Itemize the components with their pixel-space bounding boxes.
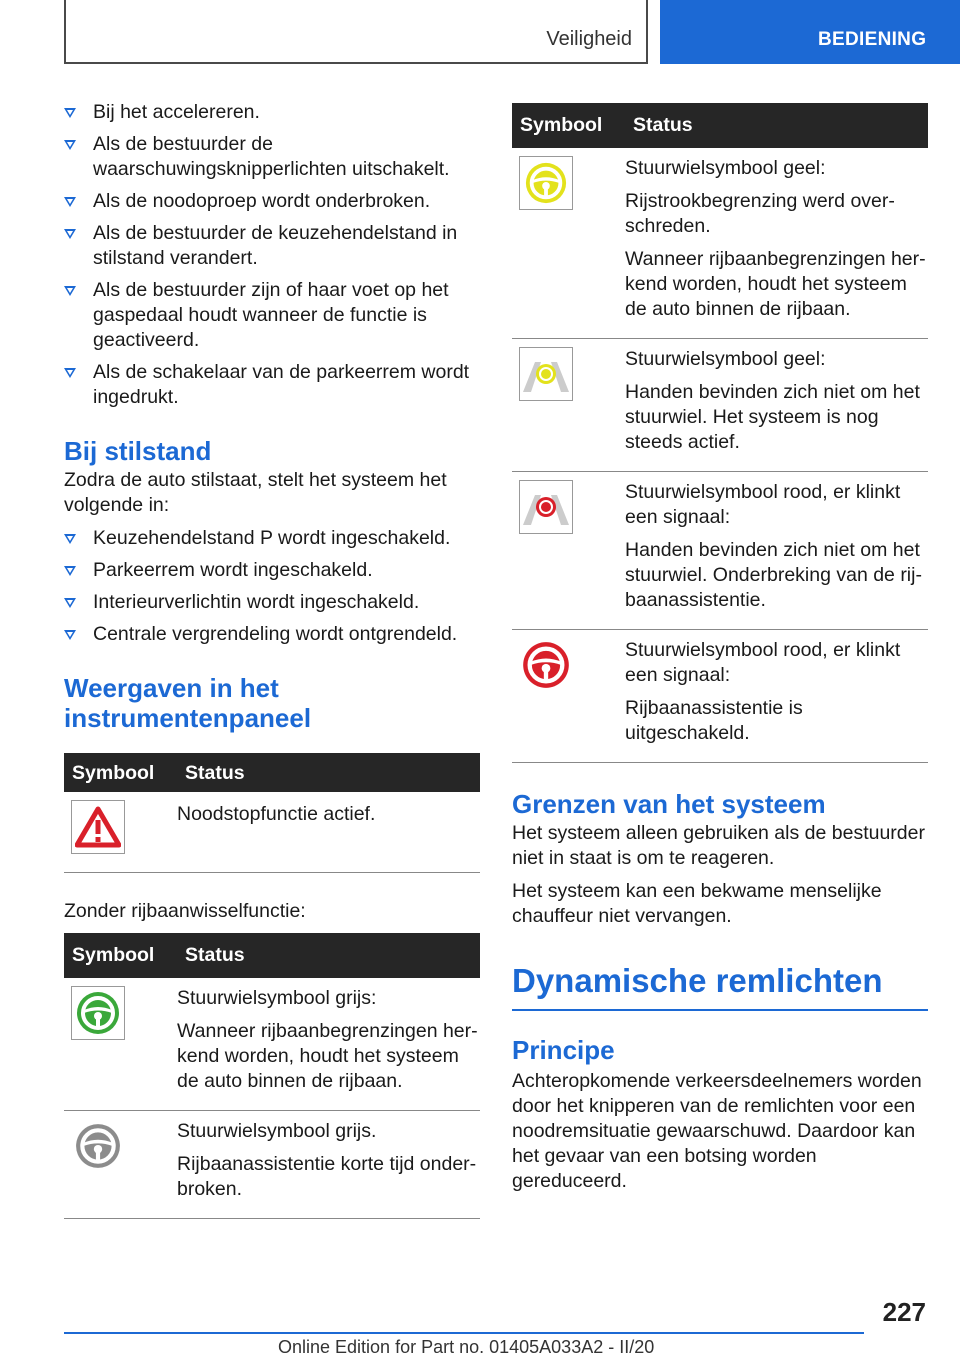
status-text: Stuurwielsymbool geel: [625, 348, 826, 370]
status-text: Handen bevinden zich niet om het stuurwiel. Onderbreking van de rijbaanassistentie. [625, 539, 922, 611]
stilstand-list [64, 526, 480, 647]
bullet-triangle-icon [64, 108, 76, 118]
footer-divider [64, 1332, 864, 1334]
bullet-triangle-icon [64, 197, 76, 207]
bullet-triangle-icon [64, 229, 76, 239]
list-item-text: Centrale vergrendeling wordt ontgrendeld. [93, 623, 458, 645]
status-text: Rijbaanassistentie korte tijd onderbroken. [177, 1153, 477, 1200]
status-text: Wanneer rijbaanbegrenzingen herkend worden, houdt het systeem de auto binnen de rijbaan. [625, 248, 926, 320]
bullet-triangle-icon [64, 534, 76, 544]
table-header-row [64, 933, 480, 978]
table-header-symbol: Symbool [64, 933, 177, 978]
header-chapter-title: BEDIENING [818, 29, 927, 50]
table-header-row [64, 753, 480, 792]
principe-heading: Principe [512, 1035, 615, 1065]
status-text: Stuurwielsymbool rood, er klinkt een signaal: [625, 639, 901, 686]
table-row [512, 630, 928, 763]
status-text: Handen bevinden zich niet om het stuurwiel. Het systeem is nog steeds actief. [625, 381, 920, 453]
header-section-box [64, 0, 648, 64]
table-header-symbol: Symbool [64, 753, 177, 792]
status-text: Stuurwielsymbool grijs: [177, 987, 377, 1009]
table-row [512, 339, 928, 472]
dynamische-remlichten-heading: Dynamische remlichten [512, 961, 928, 1011]
list-item-text: Interieurverlichtin wordt ingeschakeld. [93, 591, 420, 613]
stilstand-text: Zodra de auto stilstaat, stelt het systeem het volgende in: [64, 469, 447, 516]
list-item [64, 590, 480, 615]
header-section-title: Veiligheid [546, 28, 632, 50]
list-item-text: Als de bestuurder zijn of haar voet op het gaspedaal houdt wanneer de functie is geactiveerd. [93, 279, 449, 351]
table-row [64, 1111, 480, 1219]
footer-edition: Online Edition for Part no. 01405A033A2 - II/20 [278, 1337, 655, 1357]
list-item [64, 100, 480, 125]
principe-text: Achteropkomende verkeersdeelnemers worden door het knipperen van de remlichten voor een noodremsituatie gewaarschuwd. Daardoor kan het gevaar van een botsing worden gereduceerd. [512, 1070, 922, 1192]
list-item-text: Als de bestuurder de waarschuwingsknipperlichten uitschakelt. [93, 133, 450, 180]
grenzen-text-1: Het systeem alleen gebruiken als de bestuurder niet in staat is om te reageren. [512, 822, 925, 869]
bullet-triangle-icon [64, 286, 76, 296]
list-item [64, 278, 480, 353]
left-column [64, 100, 480, 1219]
list-item [64, 622, 480, 647]
table-row [64, 978, 480, 1111]
list-item-text: Als de noodoproep wordt onderbroken. [93, 190, 431, 212]
list-item-text: Parkeerrem wordt ingeschakeld. [93, 559, 373, 581]
list-item [64, 221, 480, 271]
status-text: Rijbaanassistentie is uitgeschakeld. [625, 697, 803, 744]
accelerate-conditions-list [64, 100, 480, 410]
symbol-table-1 [64, 753, 480, 873]
status-text: Noodstopfunctie actief. [177, 803, 376, 825]
grenzen-heading: Grenzen van het systeem [512, 789, 826, 819]
bullet-triangle-icon [64, 630, 76, 640]
list-item-text: Als de bestuurder de keuzehendelstand in stilstand verandert. [93, 222, 458, 269]
table-row [64, 792, 480, 873]
header-chapter-tab[interactable] [660, 0, 960, 64]
page-number: 227 [882, 1297, 926, 1327]
steering-wheel-yellow-icon [519, 156, 573, 210]
stilstand-heading: Bij stilstand [64, 436, 212, 466]
grenzen-text-2: Het systeem kan een bekwame menselijke chauffeur niet vervangen. [512, 880, 882, 927]
weergaven-heading: Weergaven in het instrumentenpaneel [64, 673, 312, 733]
table-header-status: Status [177, 753, 480, 792]
symbol-table-2 [64, 933, 480, 1219]
list-item [64, 189, 480, 214]
bullet-triangle-icon [64, 368, 76, 378]
warning-triangle-icon [71, 800, 125, 854]
list-item [64, 558, 480, 583]
steering-wheel-red-icon [519, 638, 573, 692]
status-text: Stuurwielsymbool grijs. [177, 1120, 377, 1142]
list-item [64, 132, 480, 182]
steering-wheel-green-icon [71, 986, 125, 1040]
bullet-triangle-icon [64, 140, 76, 150]
bullet-triangle-icon [64, 566, 76, 576]
table-header-symbol: Symbool [512, 103, 625, 148]
hands-off-yellow-icon [519, 347, 573, 401]
status-text: Wanneer rijbaanbegrenzingen herkend worden, houdt het systeem de auto binnen de rijbaan. [177, 1020, 478, 1092]
zonder-text: Zonder rijbaanwisselfunctie: [64, 900, 306, 922]
list-item [64, 360, 480, 410]
status-text: Stuurwielsymbool rood, er klinkt een signaal: [625, 481, 901, 528]
table-row [512, 472, 928, 630]
list-item [64, 526, 480, 551]
status-text: Stuurwielsymbool geel: [625, 157, 826, 179]
symbol-table-3 [512, 103, 928, 763]
table-header-status: Status [625, 103, 928, 148]
bullet-triangle-icon [64, 598, 76, 608]
table-header-status: Status [177, 933, 480, 978]
table-header-row [512, 103, 928, 148]
hands-off-red-icon [519, 480, 573, 534]
table-row [512, 148, 928, 339]
status-text: Rijstrookbegrenzing werd overschreden. [625, 190, 895, 237]
steering-wheel-grey-icon [71, 1119, 125, 1173]
right-column [512, 103, 928, 1194]
list-item-text: Bij het accelereren. [93, 101, 260, 123]
list-item-text: Keuzehendelstand P wordt ingeschakeld. [93, 527, 451, 549]
list-item-text: Als de schakelaar van de parkeerrem wordt ingedrukt. [93, 361, 470, 408]
